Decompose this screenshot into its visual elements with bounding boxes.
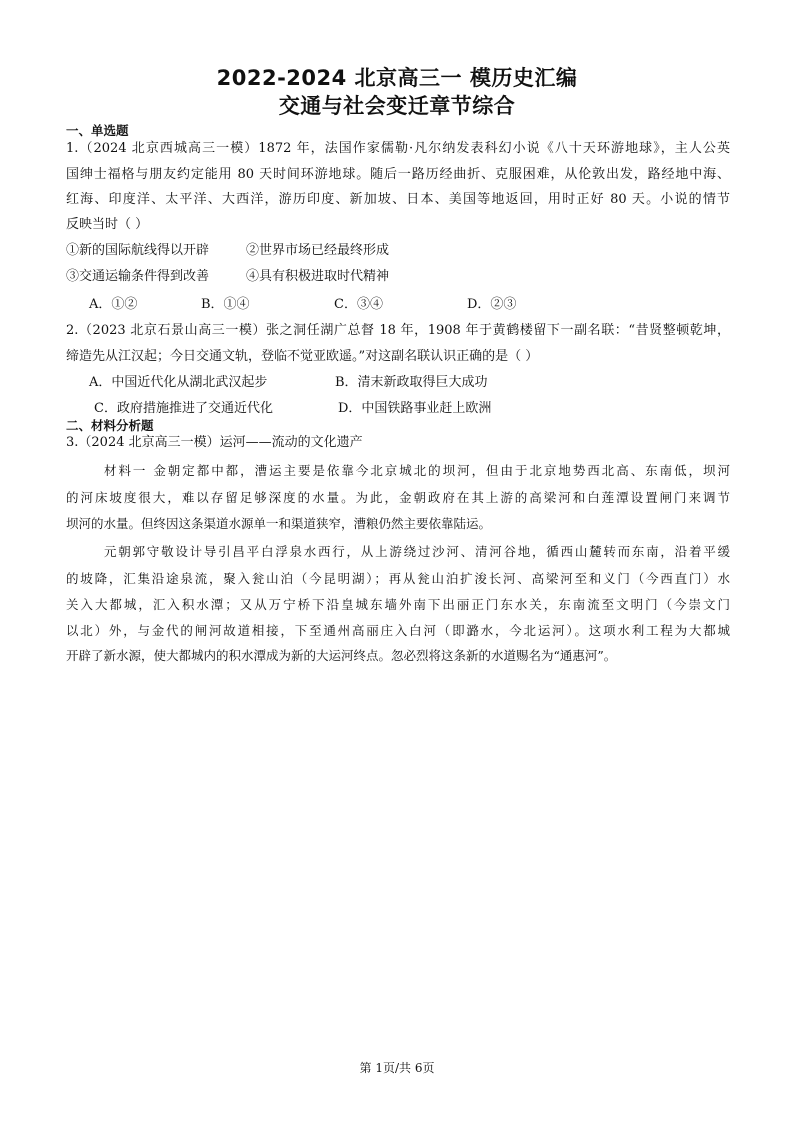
q1-option-d: D．②③ <box>467 297 517 312</box>
q3-material-line: 关入大都城，汇入积水潭；又从万宁桥下沿皇城东墙外南下出丽正门东水关，东南流至文明门（今崇文门 <box>66 597 730 612</box>
q1-option-a: A．①② <box>89 297 138 312</box>
section-heading-single-choice: 一、单选题 <box>66 123 129 138</box>
q3-heading: 3.（2024 北京高三一模）运河——流动的文化遗产 <box>66 435 363 450</box>
q2-option-a: A．中国近代化从湖北武汉起步 <box>89 375 268 390</box>
q3-material-line: 开辟了新水源，使大都城内的积水潭成为新的大运河终点。忽必烈将这条新的水道赐名为“通惠河”。 <box>66 648 617 663</box>
q3-material-line: 的坡降，汇集沿途泉流，聚入瓮山泊（今昆明湖）；再从瓮山泊扩浚长河、高梁河至和义门（今西直门）水 <box>66 571 730 586</box>
q1-stem-line: 反映当时（ ） <box>66 217 149 232</box>
q1-statement: ③交通运输条件得到改善 <box>66 269 210 284</box>
q3-material-line: 以北）外，与金代的闸河故道相接，下至通州高丽庄入白河（即潞水，今北运河）。这项水利工程为大都城 <box>66 623 730 638</box>
document-title-line2: 交通与社会变迁章节综合 <box>278 94 516 118</box>
q2-option-b: B．清末新政取得巨大成功 <box>335 375 488 390</box>
q1-statement: ①新的国际航线得以开辟 <box>66 243 210 258</box>
q1-stem-line: 1.（2024 北京西城高三一模）1872 年，法国作家儒勒·凡尔纳发表科幻小说《八十天环游地球》，主人公英 <box>66 141 730 156</box>
q1-statement: ②世界市场已经最终形成 <box>246 243 390 258</box>
q1-stem-line: 国绅士福格与朋友约定能用 80 天时间环游地球。随后一路历经曲折、克服困难，从伦敦出发，路经地中海、 <box>66 167 730 182</box>
q3-material-line: 的河床坡度很大，难以存留足够深度的水量。为此，金朝政府在其上游的高梁河和白莲潭设置闸门来调节 <box>66 490 730 505</box>
q1-stem-line: 红海、印度洋、太平洋、大西洋，游历印度、新加坡、日本、美国等地返回，用时正好 80 天。小说的情节 <box>66 192 730 207</box>
q3-material-line: 材料一 金朝定都中都，漕运主要是依靠今北京城北的坝河，但由于北京地势西北高、东南低，坝河 <box>104 463 730 478</box>
q2-option-d: D．中国铁路事业赶上欧洲 <box>338 401 492 416</box>
q1-option-c: C．③④ <box>334 297 383 312</box>
section-heading-material-analysis: 二、材料分析题 <box>66 418 154 433</box>
q1-option-b: B．①④ <box>201 297 250 312</box>
q2-stem-line: 缔造先从江汉起；今日交通文轨，登临不觉亚欧遥。”对这副名联认识正确的是（ ） <box>66 349 539 364</box>
q2-option-c: C．政府措施推进了交通近代化 <box>94 401 273 416</box>
q3-material-line: 元朝郭守敬设计导引昌平白浮泉水西行，从上游绕过沙河、清河谷地，循西山麓转而东南，沿着平缓 <box>104 544 730 559</box>
page-indicator: 第 1页/共 6页 <box>359 1061 435 1075</box>
q1-statement: ④具有积极进取时代精神 <box>246 269 390 284</box>
document-title-line1: 2022-2024 北京高三一 模历史汇编 <box>216 66 578 90</box>
q3-material-line: 坝河的水量。但终因这条渠道水源单一和渠道狭窄，漕粮仍然主要依靠陆运。 <box>66 516 492 531</box>
q2-stem-line: 2.（2023 北京石景山高三一模）张之洞任湖广总督 18 年，1908 年于黄鹤楼留下一副名联：“昔贤整顿乾坤， <box>66 323 730 338</box>
